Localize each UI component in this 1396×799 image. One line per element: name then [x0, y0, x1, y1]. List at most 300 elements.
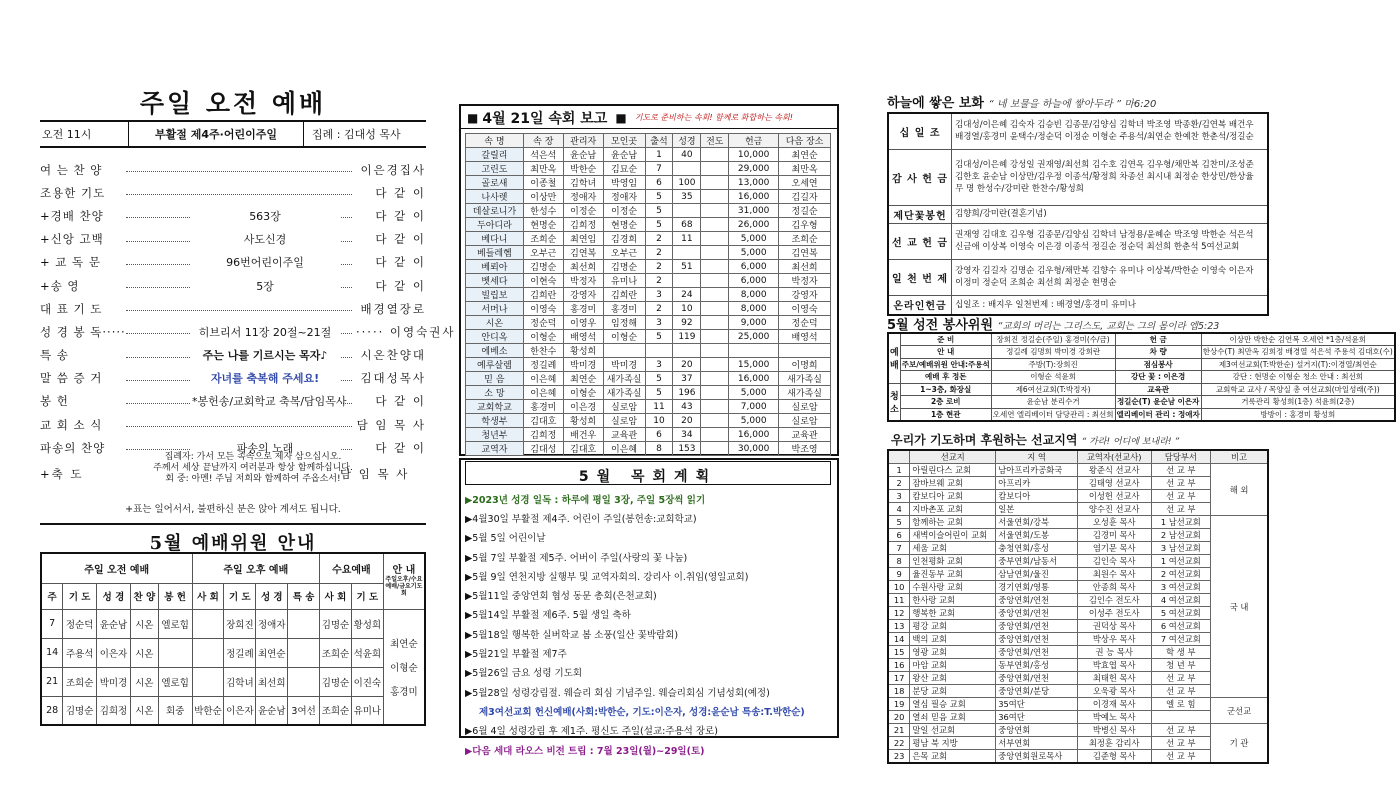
plan-item: ▶2023년 성경 일독 : 하루에 평일 3장, 주일 5장씩 읽기: [465, 494, 706, 506]
table-cell: 새가족실: [779, 386, 831, 400]
table-cell: 6,000: [729, 260, 779, 274]
offering-type: 제단꽃봉헌: [888, 205, 952, 223]
table-cell: 실로암: [779, 400, 831, 414]
table-row: [466, 316, 831, 330]
service-cell: 강단 꽃 : 이은경: [1115, 371, 1201, 384]
mission-cell: 김인숙 목사: [1077, 555, 1151, 568]
table-cell: 최연순: [563, 372, 603, 386]
table-cell: 김길자: [779, 190, 831, 204]
table-cell: 김명순: [63, 696, 97, 725]
offering-row: [888, 205, 1268, 223]
table-cell: 김연복: [563, 246, 603, 260]
table-cell: 김희정: [523, 428, 563, 442]
service-cell: 정길순(T) 윤순남 이은자: [1116, 397, 1200, 407]
service-cell: 제6여선교회(T:박정자): [991, 383, 1115, 396]
mission-cell: 9: [888, 568, 910, 581]
group-am: 주일 오전 예배: [41, 553, 192, 583]
table-cell: 한성수: [523, 204, 563, 218]
table-cell: 51: [673, 260, 701, 274]
table-cell: 황성희: [563, 344, 603, 358]
table-cell: 35: [673, 190, 701, 204]
service-cell: 교회학교 교사 / 목양실 총 여선교회(마일성래(주)): [1201, 383, 1394, 396]
pm-header: 기 도: [224, 583, 256, 609]
table-cell: 16,000: [729, 372, 779, 386]
mission-cell: 학 생 부: [1151, 646, 1211, 659]
offering-type: 선 교 헌 금: [888, 223, 952, 259]
mission-cell: 김경미 목사: [1077, 529, 1151, 542]
table-cell: 박미경: [97, 667, 131, 696]
table-cell: 8: [645, 442, 673, 456]
table-row: [466, 442, 831, 456]
service-info-bar: [40, 120, 426, 148]
order-row: [40, 158, 426, 181]
meeting-header-cell: 전도: [701, 134, 729, 148]
table-cell: [701, 428, 729, 442]
table-cell: 13,000: [729, 176, 779, 190]
order-label: 말 씀 증 거: [40, 371, 103, 386]
mission-cell: 수원사랑 교회: [910, 581, 996, 594]
order-row: [40, 344, 426, 367]
mission-cell: 말일 선교회: [910, 724, 996, 737]
order-row: [40, 204, 426, 227]
table-cell: [701, 246, 729, 260]
mission-cell: 최원수 목사: [1077, 568, 1151, 581]
table-cell: 정길순: [779, 204, 831, 218]
table-cell: [701, 148, 729, 162]
order-row: [40, 367, 426, 390]
table-cell: [701, 414, 729, 428]
mission-title: 우리가 기도하며 후원하는 선교지역: [891, 433, 1078, 447]
group-guide-label: 안 내: [392, 565, 416, 577]
mission-cell: 선 교 부: [1151, 737, 1211, 750]
table-cell: 6,000: [729, 274, 779, 288]
offering-title: 하늘에 쌓은 보화: [887, 96, 984, 111]
table-cell: 이형순: [603, 330, 645, 344]
mission-cell: 선 교 부: [1151, 503, 1211, 516]
mission-cell: 2 여선교회: [1151, 568, 1211, 581]
order-leader: 김대성목사: [360, 371, 426, 386]
guide-name: 최연순: [390, 638, 418, 650]
mission-cell: 중앙연회/분당: [996, 685, 1078, 698]
group-name: 교회학교: [466, 400, 524, 414]
table-row: [888, 516, 1268, 529]
service-row: [888, 396, 1395, 409]
offering-names: 김대성/이은혜 김숙자 김승빈 김종문/김양심 김학녀 박조영 박종환/김연복 배건우 배경열/홍경미 윤택수/정순덕 이정순 이형순 주용석/최연순 한예찬 한춘석/정길순: [952, 113, 1268, 149]
mission-cell: 동부연회/홍성: [996, 659, 1078, 672]
table-cell: 2: [645, 302, 673, 316]
table-cell: 5: [645, 330, 673, 344]
table-cell: [701, 204, 729, 218]
order-label: 성 경 봉 독·····: [40, 324, 126, 339]
offering-row: [888, 295, 1268, 315]
mission-cell: 행복한 교회: [910, 607, 996, 620]
table-cell: [701, 302, 729, 316]
table-cell: 교육관: [779, 428, 831, 442]
meeting-header: [459, 107, 839, 129]
table-cell: [288, 638, 320, 667]
table-cell: 박조영: [779, 442, 831, 456]
table-row: [41, 638, 425, 667]
mission-table: [887, 449, 1269, 764]
table-row: [466, 148, 831, 162]
mission-cell: 지바촌포 교회: [910, 503, 996, 516]
table-cell: 박한순: [563, 162, 603, 176]
offering-heading: [887, 92, 1269, 111]
mission-cell: 18: [888, 685, 910, 698]
table-cell: 석윤희: [351, 638, 383, 667]
plan-item: ▶5월14일 부활절 제6주. 5월 생일 축하: [465, 610, 631, 622]
mission-note: 군선교: [1211, 698, 1268, 724]
meeting-subtitle: 기도로 준비하는 속회! 함께로 화합하는 속회!: [634, 113, 793, 122]
mission-cell: 36여단: [996, 711, 1078, 724]
mission-cell: 열쇠 믿음 교회: [910, 711, 996, 724]
plan-item: ▶5월 5일 어린이날: [465, 533, 546, 545]
mission-cell: 중앙연회/연천: [996, 607, 1078, 620]
group-name: 학생부: [466, 414, 524, 428]
table-cell: 정순덕: [779, 316, 831, 330]
mission-cell: 중부연회/남동서: [996, 555, 1078, 568]
am-header: 성 경: [97, 583, 131, 609]
table-cell: [701, 316, 729, 330]
pm-header: 사 회: [192, 583, 224, 609]
table-cell: 92: [673, 316, 701, 330]
mission-cell: 서울연회/강북: [996, 516, 1078, 529]
table-cell: 이형순: [523, 330, 563, 344]
table-cell: 배영석: [563, 330, 603, 344]
mission-cell: 15: [888, 646, 910, 659]
plan-item: ▶5월 7일 부활절 제5주. 어버이 주일(사랑의 꽃 나눔): [465, 552, 688, 564]
mission-cell: 한사랑 교회: [910, 594, 996, 607]
table-cell: 김명순: [320, 609, 352, 638]
mission-cell: 김태영 선교사: [1077, 477, 1151, 490]
service-cell: 오세연 엘리베이터 담당관리 : 최선희: [992, 409, 1114, 419]
service-cell: 윤순남 분리수거: [991, 396, 1115, 409]
group-name: 고린도: [466, 162, 524, 176]
order-label: +경배 찬양: [40, 208, 104, 223]
table-cell: 김희란: [523, 288, 563, 302]
mission-cell: 오성훈 목사: [1077, 516, 1151, 529]
table-cell: 오세연: [779, 176, 831, 190]
table-cell: 조희순: [320, 638, 352, 667]
meeting-header-cell: 모인곳: [603, 134, 645, 148]
table-cell: 8,000: [729, 288, 779, 302]
table-cell: 이종철: [523, 176, 563, 190]
mission-cell: 중앙연회/연천: [996, 633, 1078, 646]
square-bullet-icon: ■: [467, 110, 479, 125]
table-cell: [288, 609, 320, 638]
order-row: [40, 297, 426, 320]
table-cell: 엘로힘: [158, 667, 192, 696]
group-worship: 예배: [888, 333, 900, 383]
table-cell: 김희정: [563, 218, 603, 232]
order-leader: 배경열장로: [360, 301, 426, 316]
mission-cell: 11: [888, 594, 910, 607]
group-name: 소 망: [466, 386, 524, 400]
plan-item: ▶5월11일 중앙연회 협성 동문 총회(은천교회): [465, 591, 657, 603]
mission-cell: 김준형 목사: [1077, 750, 1151, 764]
meeting-title: 4월 21일 속회 보고: [482, 110, 608, 127]
table-cell: 2: [645, 274, 673, 288]
order-leader: 다 같 이: [375, 394, 426, 409]
mission-cell: 23: [888, 750, 910, 764]
table-cell: 5,000: [729, 246, 779, 260]
mission-cell: 박효엽 목사: [1077, 659, 1151, 672]
table-cell: 2: [645, 246, 673, 260]
table-cell: 5: [645, 386, 673, 400]
service-cell: 이상만 박한순 김연복 오세연 *1층/석윤희: [1201, 333, 1394, 346]
mission-cell: 안종희 목사: [1077, 581, 1151, 594]
mission-cell: 아프리카: [996, 477, 1078, 490]
mission-cell: 이경재 목사: [1077, 698, 1151, 711]
order-label: +송 영: [40, 278, 80, 293]
table-row: [466, 246, 831, 260]
mission-cell: 세움 교회: [910, 542, 996, 555]
table-cell: 조희순: [779, 232, 831, 246]
table-cell: 8,000: [729, 302, 779, 316]
table-row: [41, 667, 425, 696]
table-cell: [701, 218, 729, 232]
table-cell: 김희란: [603, 288, 645, 302]
group-name: 빌립보: [466, 288, 524, 302]
order-label: 여 는 찬 양: [40, 162, 103, 177]
table-cell: 3: [645, 316, 673, 330]
mission-cell: 10: [888, 581, 910, 594]
table-cell: 153: [673, 442, 701, 456]
service-cell: 거룩관리 황성희(1층) 석윤희(2층): [1201, 396, 1394, 409]
table-cell: 이상만: [523, 190, 563, 204]
order-detail: 5장: [190, 278, 340, 294]
service-cell: 한상수(T) 최만옥 김희정 배경열 석은석 주용석 김대호(수): [1202, 347, 1393, 357]
table-cell: 3여선: [288, 696, 320, 725]
table-cell: 정길례: [224, 638, 256, 667]
workers-title: 5월 예배위원 안내: [40, 523, 426, 551]
mission-cell: 선 교 부: [1151, 685, 1211, 698]
order-label: 파송의 찬양: [40, 440, 106, 455]
mission-cell: 영광 교회: [910, 646, 996, 659]
table-cell: [701, 232, 729, 246]
table-cell: 실로암: [603, 414, 645, 428]
table-cell: [673, 162, 701, 176]
offering-row: [888, 113, 1268, 149]
order-row: [40, 390, 426, 413]
service-row: [888, 408, 1395, 421]
table-cell: 오부근: [523, 246, 563, 260]
mission-cell: 일본: [996, 503, 1078, 516]
table-row: [41, 609, 425, 638]
service-cell: 정길례 김명희 박미경 강희란: [991, 346, 1115, 359]
table-row: [466, 162, 831, 176]
table-cell: 이영숙: [523, 302, 563, 316]
table-cell: 유미나: [603, 274, 645, 288]
table-row: [466, 428, 831, 442]
table-cell: 박한순: [192, 696, 224, 725]
table-cell: 박정자: [563, 274, 603, 288]
table-cell: 실로암: [603, 400, 645, 414]
table-cell: 강영자: [779, 288, 831, 302]
square-bullet-icon: ■: [615, 110, 627, 125]
table-row: [466, 400, 831, 414]
group-wed: 수요예배: [320, 553, 384, 583]
leader-dots: [126, 171, 352, 172]
table-cell: 배건우: [563, 428, 603, 442]
table-cell: 3: [645, 358, 673, 372]
table-cell: [673, 204, 701, 218]
meeting-header-cell: 성경: [673, 134, 701, 148]
offering-type: 십 일 조: [888, 113, 952, 149]
table-cell: 시온: [130, 609, 158, 638]
order-row: [40, 320, 456, 343]
mission-cell: 17: [888, 672, 910, 685]
meeting-column: [459, 0, 839, 799]
table-cell: 최만옥: [779, 162, 831, 176]
plan-list: [465, 489, 831, 759]
guide-cell: [383, 609, 425, 725]
mission-cell: 6 여선교회: [1151, 620, 1211, 633]
offering-names: 강영자 김길자 김명순 김우형/채만복 김향수 유미나 이상복/박한순 이영숙 이은자 이정미 정순덕 조희순 최선희 최정순 현명순: [952, 259, 1268, 295]
mission-cell: 중앙연회/연천: [996, 620, 1078, 633]
table-cell: 10: [645, 414, 673, 428]
meeting-header-cell: 관리자: [563, 134, 603, 148]
order-row: [40, 228, 426, 251]
group-name: 베다니: [466, 232, 524, 246]
plan-item: 제3여선교회 헌신예배(사회:박한순, 기도:이은자, 성경:윤순남 특송:T.박한순): [479, 706, 805, 718]
table-cell: 김대성: [523, 442, 563, 456]
plan-item: ▶5월 9일 연천지방 실행부 및 교역자회의. 강리사 이.취임(영일교회): [465, 571, 749, 583]
mission-cell: 선 교 부: [1151, 672, 1211, 685]
table-cell: 7: [41, 609, 63, 638]
table-cell: 16,000: [729, 190, 779, 204]
service-cell: 방방이 : 홍경미 황성희: [1201, 408, 1394, 421]
mission-cell: 선 교 부: [1151, 490, 1211, 503]
table-cell: [701, 400, 729, 414]
table-cell: [701, 190, 729, 204]
offering-type: 감 사 헌 금: [888, 149, 952, 205]
group-cleaning: 청소: [888, 383, 900, 421]
plan-item: ▶5월28일 성령강림절. 웨슬리 회심 기념주일. 웨슬리회심 기념성회(예정): [465, 687, 770, 699]
table-cell: 24: [673, 288, 701, 302]
table-cell: 배영석: [779, 330, 831, 344]
mission-cell: 서울연회/도봉: [996, 529, 1078, 542]
service-committee-quote: “교회의 머리는 그리스도, 교회는 그의 몸이라 엡5:23: [997, 321, 1220, 332]
table-cell: 이은자: [97, 638, 131, 667]
table-cell: 5,000: [729, 232, 779, 246]
table-cell: 15,000: [729, 358, 779, 372]
table-cell: 10: [673, 302, 701, 316]
table-cell: 37: [673, 372, 701, 386]
service-cell: 제3여선교회(T:박한순) 설거지(T):이경열/최연순: [1201, 358, 1394, 371]
group-name: 서머나: [466, 302, 524, 316]
mission-cell: 20: [888, 711, 910, 724]
table-cell: 박미경: [563, 358, 603, 372]
table-cell: 이명희: [779, 358, 831, 372]
offering-row: [888, 223, 1268, 259]
mission-cell: 박예노 목사: [1077, 711, 1151, 724]
table-row: [466, 358, 831, 372]
guide-name: 이형순: [390, 662, 418, 674]
table-cell: 한찬수: [523, 344, 563, 358]
table-cell: [192, 667, 224, 696]
service-cell: 차 량: [1115, 346, 1201, 359]
table-cell: 34: [673, 428, 701, 442]
table-row: [888, 698, 1268, 711]
table-row: [466, 260, 831, 274]
order-label: +신앙 고백: [40, 232, 104, 247]
table-cell: [673, 246, 701, 260]
table-cell: 6: [645, 176, 673, 190]
table-cell: 이은자: [224, 696, 256, 725]
service-row: [888, 358, 1395, 371]
table-cell: 43: [673, 400, 701, 414]
service-week: 부활절 제4주·어린이주일: [128, 122, 304, 146]
table-cell: 이영숙: [779, 302, 831, 316]
table-row: [466, 274, 831, 288]
table-cell: 회중: [158, 696, 192, 725]
order-label: 특 송: [40, 348, 69, 363]
order-of-worship: [40, 158, 456, 459]
table-row: [466, 372, 831, 386]
benediction-line: 집례자: 가서 모든 족속으로 제자 삼으십시오.: [164, 452, 342, 462]
order-detail: *봉헌송/교회학교 축복/담임목사: [192, 395, 347, 409]
table-cell: 새가족실: [603, 386, 645, 400]
table-cell: 김학녀: [224, 667, 256, 696]
plan-item: ▶다음 세대 라오스 비전 트립 : 7월 23일(월)~29일(토): [465, 745, 705, 757]
mission-cell: 캄보디아 교회: [910, 490, 996, 503]
table-cell: 2: [645, 260, 673, 274]
table-cell: [701, 260, 729, 274]
service-cell: 예배 후 정돈: [900, 371, 991, 384]
mission-cell: 삼남연회/울진: [996, 568, 1078, 581]
table-cell: 황성희: [563, 414, 603, 428]
table-cell: [192, 609, 224, 638]
mission-cell: 2 남선교회: [1151, 529, 1211, 542]
am-header: 봉 헌: [158, 583, 192, 609]
group-name: 나사렛: [466, 190, 524, 204]
table-row: [466, 330, 831, 344]
table-cell: [701, 372, 729, 386]
mission-cell: 서부연회: [996, 737, 1078, 750]
mission-header-cell: [888, 450, 910, 464]
table-cell: 이은경: [563, 400, 603, 414]
table-cell: 김명순: [523, 260, 563, 274]
table-row: [466, 204, 831, 218]
plan-item: ▶5월18일 행복한 실버학교 봄 소풍(일산 꽃박람회): [465, 629, 679, 641]
mission-cell: 권덕상 목사: [1077, 620, 1151, 633]
offering-quote: “ 네 보물을 하늘에 쌓아두라 ” 마6:20: [988, 99, 1157, 110]
table-cell: [701, 442, 729, 456]
group-guide-sub: 주일오후/수요예배/금요기도회: [385, 576, 423, 598]
mission-cell: 선 교 부: [1151, 477, 1211, 490]
am-header: 주: [41, 583, 63, 609]
worship-order-column: [40, 0, 456, 799]
table-cell: 이정순: [603, 204, 645, 218]
order-detail: 자녀를 축복해 주세요!: [190, 370, 340, 386]
group-name: 벳세다: [466, 274, 524, 288]
table-cell: 황성희: [351, 609, 383, 638]
mission-cell: 이성주 전도사: [1077, 607, 1151, 620]
mission-cell: 21: [888, 724, 910, 737]
order-label: 조용한 기도: [40, 185, 106, 200]
table-cell: 시온: [130, 638, 158, 667]
table-cell: 7,000: [729, 400, 779, 414]
mission-cell: 최정훈 감리사: [1077, 737, 1151, 750]
mission-cell: 잠바브웨 교회: [910, 477, 996, 490]
mission-cell: 열심 필승 교회: [910, 698, 996, 711]
table-cell: 시온: [130, 696, 158, 725]
offering-type: 온라인헌금: [888, 295, 952, 315]
table-cell: 이현숙: [523, 274, 563, 288]
table-cell: 최선희: [256, 667, 288, 696]
table-cell: [729, 344, 779, 358]
